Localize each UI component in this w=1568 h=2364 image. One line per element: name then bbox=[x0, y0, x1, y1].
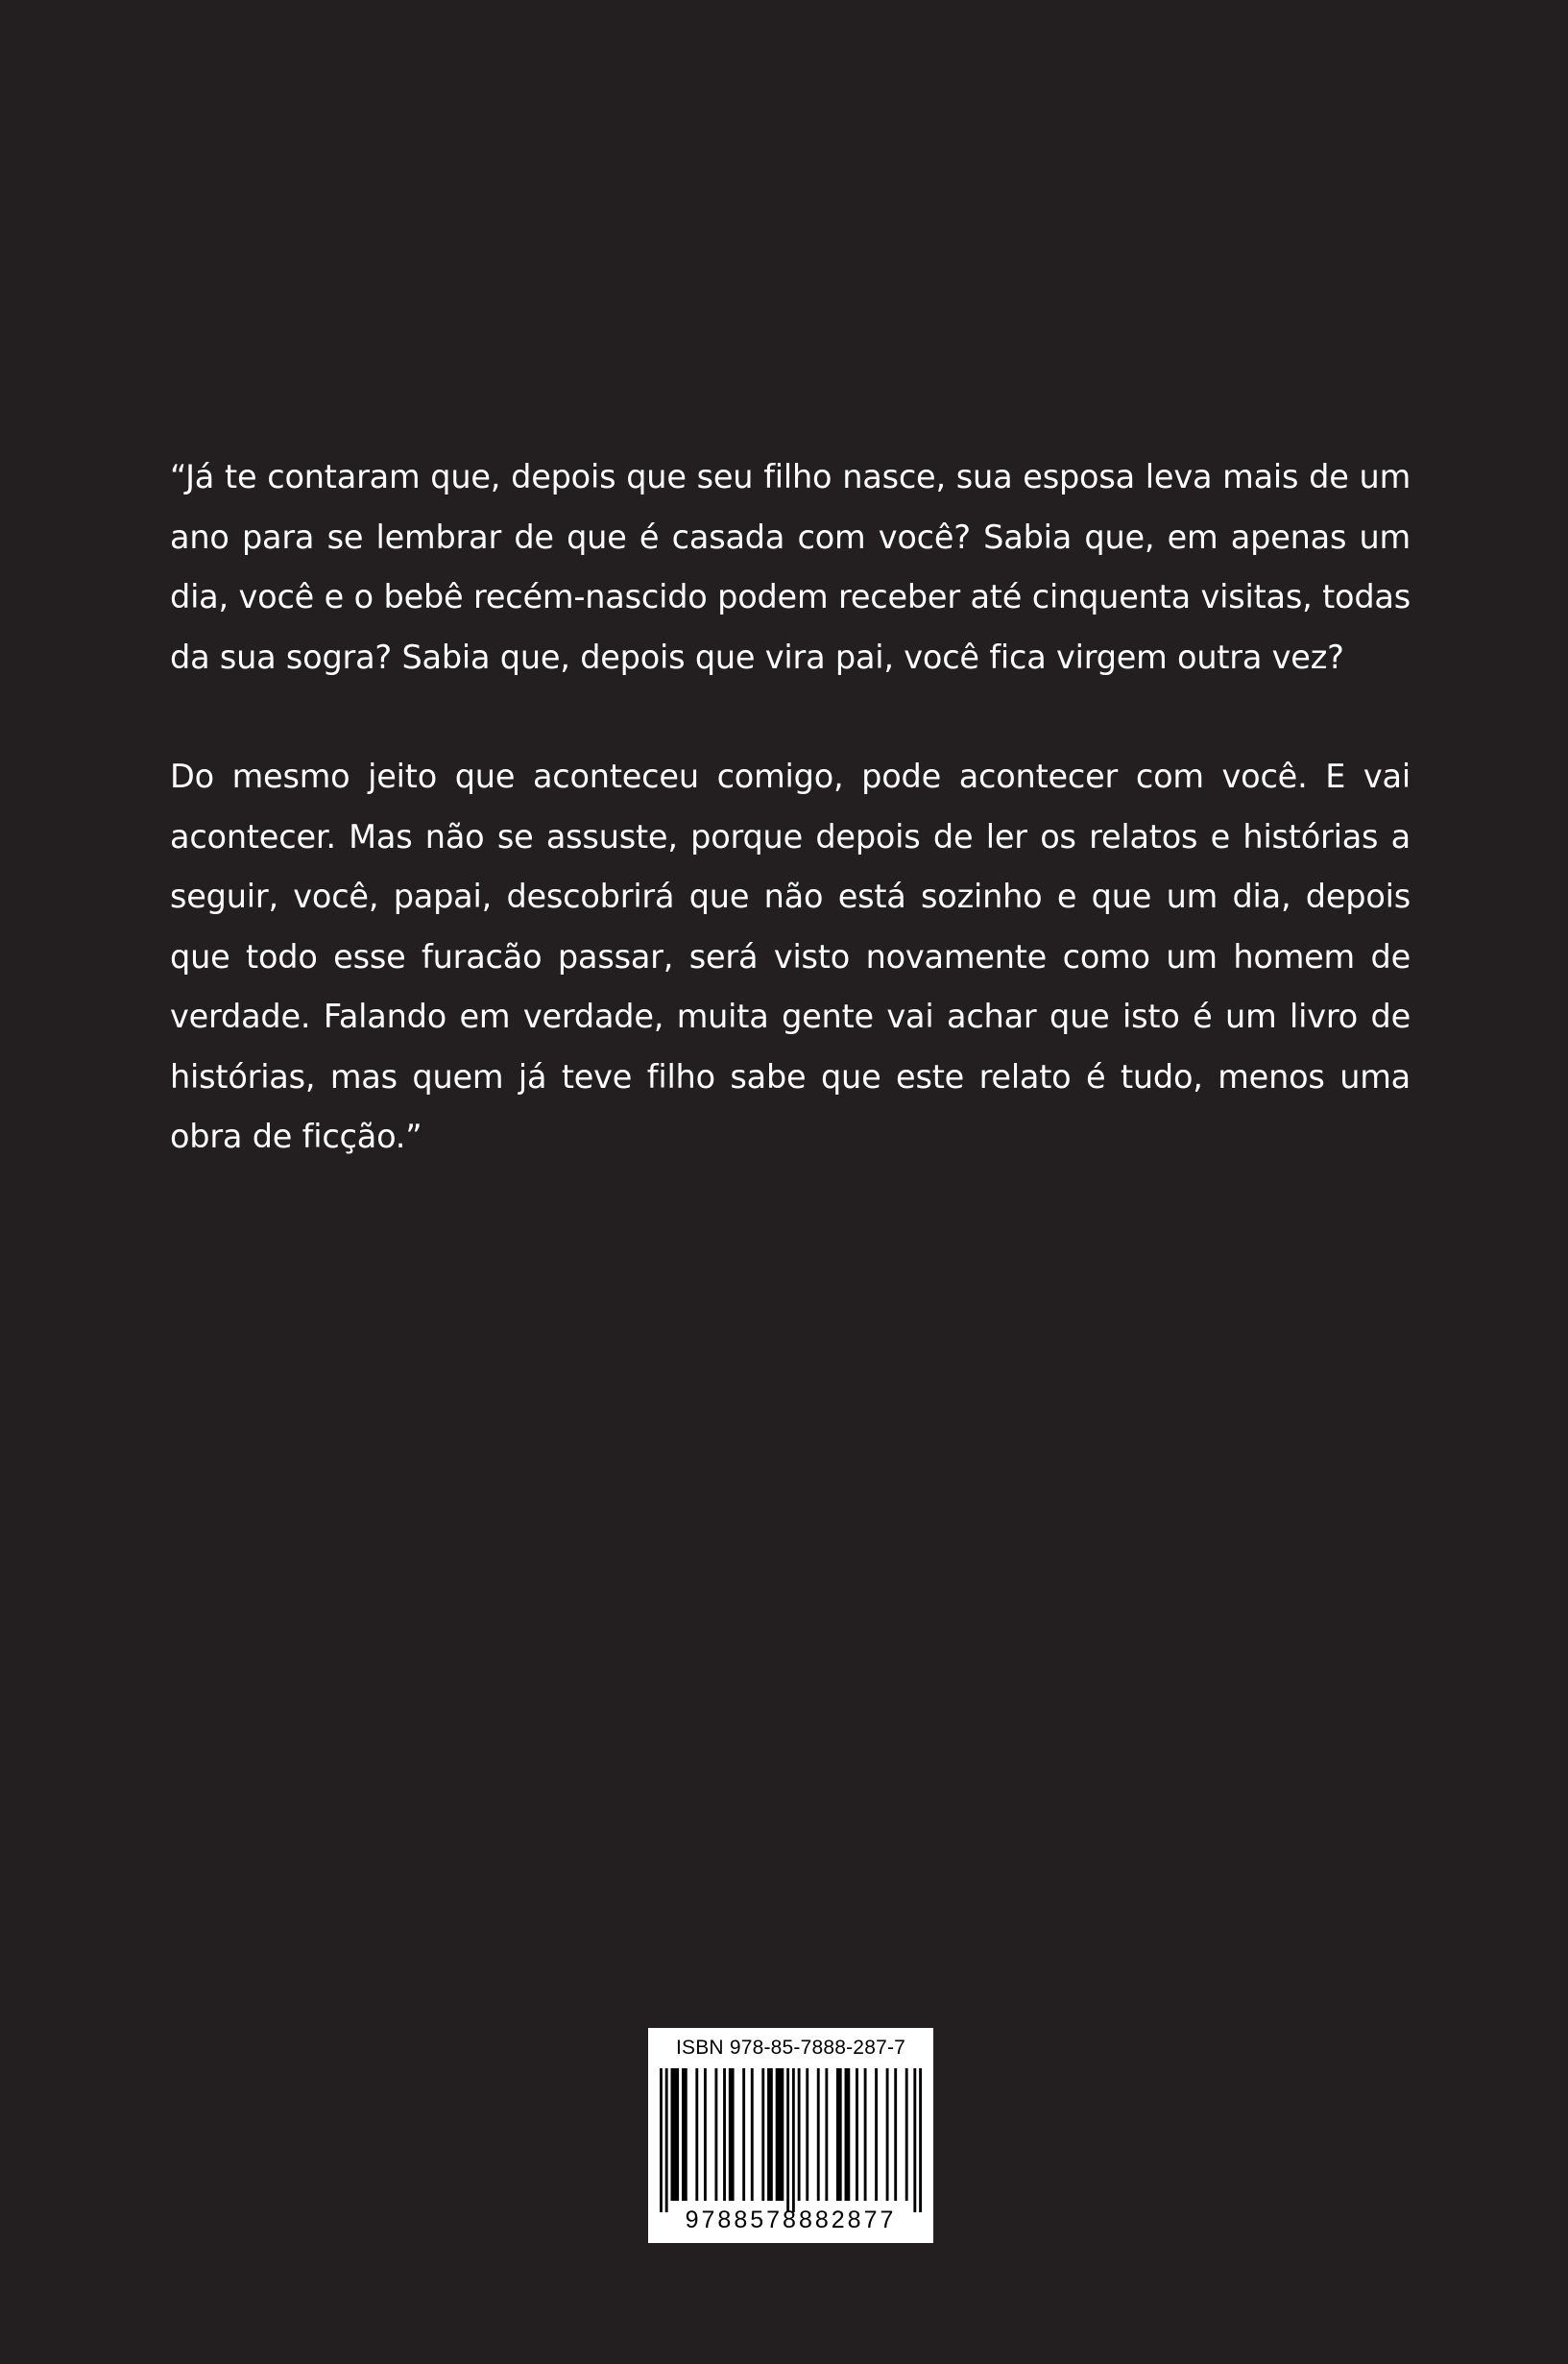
barcode-bar bbox=[776, 2068, 784, 2201]
barcode-bar bbox=[767, 2068, 773, 2201]
barcode-guard-bar bbox=[660, 2068, 663, 2212]
barcode-bar bbox=[798, 2068, 801, 2201]
barcode-bar bbox=[875, 2068, 878, 2201]
barcode-bar bbox=[729, 2068, 735, 2201]
barcode-bar bbox=[856, 2068, 858, 2201]
barcode-bar bbox=[886, 2068, 889, 2201]
barcode-guard-bar bbox=[665, 2068, 668, 2212]
barcode-bar bbox=[806, 2068, 808, 2201]
barcode-guard-bar bbox=[786, 2068, 789, 2212]
barcode-bar bbox=[742, 2068, 745, 2201]
barcode-bar bbox=[894, 2068, 897, 2201]
barcode-bar bbox=[695, 2068, 698, 2201]
blurb-paragraph-1: “Já te contaram que, depois que seu filho nasce, sua esposa leva mais de um ano para se lembrar de que é casada com você? Sabia que, em apenas um dia, você e o bebê recém-nascido podem receber até cinquenta visitas, todas da sua sogra? Sabia que, depois que vira pai, você fica virgem outra vez? bbox=[170, 458, 1411, 676]
barcode-bar bbox=[751, 2068, 754, 2201]
barcode-bar bbox=[864, 2068, 867, 2201]
back-cover-blurb bbox=[170, 447, 1411, 1168]
barcode-bar bbox=[836, 2068, 842, 2201]
barcode-bar bbox=[704, 2068, 707, 2201]
barcode-bar bbox=[825, 2068, 828, 2201]
barcode-bar bbox=[670, 2068, 679, 2201]
isbn-barcode bbox=[648, 2028, 933, 2243]
blurb-paragraph-2: Do mesmo jeito que aconteceu comigo, pode acontecer com você. E vai acontecer. Mas não se assuste, porque depois de ler os relatos e histórias a seguir, você, papai, descobrirá que não está sozinho e que um dia, depois que todo esse furacão passar, será visto novamente como um homem de verdade. Falando em verdade, muita gente vai achar que isto é um livro de histórias, mas quem já teve filho sabe que este relato é tudo, menos uma obra de ficção.” bbox=[170, 758, 1411, 1155]
barcode-bars bbox=[660, 2068, 922, 2212]
barcode-bar bbox=[817, 2068, 820, 2201]
barcode-bar bbox=[761, 2068, 764, 2201]
barcode-guard-bar bbox=[919, 2068, 922, 2212]
barcode-guard-bar bbox=[913, 2068, 916, 2212]
barcode-guard-bar bbox=[792, 2068, 795, 2212]
barcode-digits: 9788578882877 bbox=[685, 2207, 897, 2233]
barcode-bar bbox=[714, 2068, 717, 2201]
barcode-bar bbox=[845, 2068, 851, 2201]
isbn-label: ISBN 978-85-7888-287-7 bbox=[675, 2037, 906, 2059]
barcode-bar bbox=[723, 2068, 726, 2201]
barcode-bar bbox=[905, 2068, 908, 2201]
barcode-bar bbox=[682, 2068, 688, 2201]
